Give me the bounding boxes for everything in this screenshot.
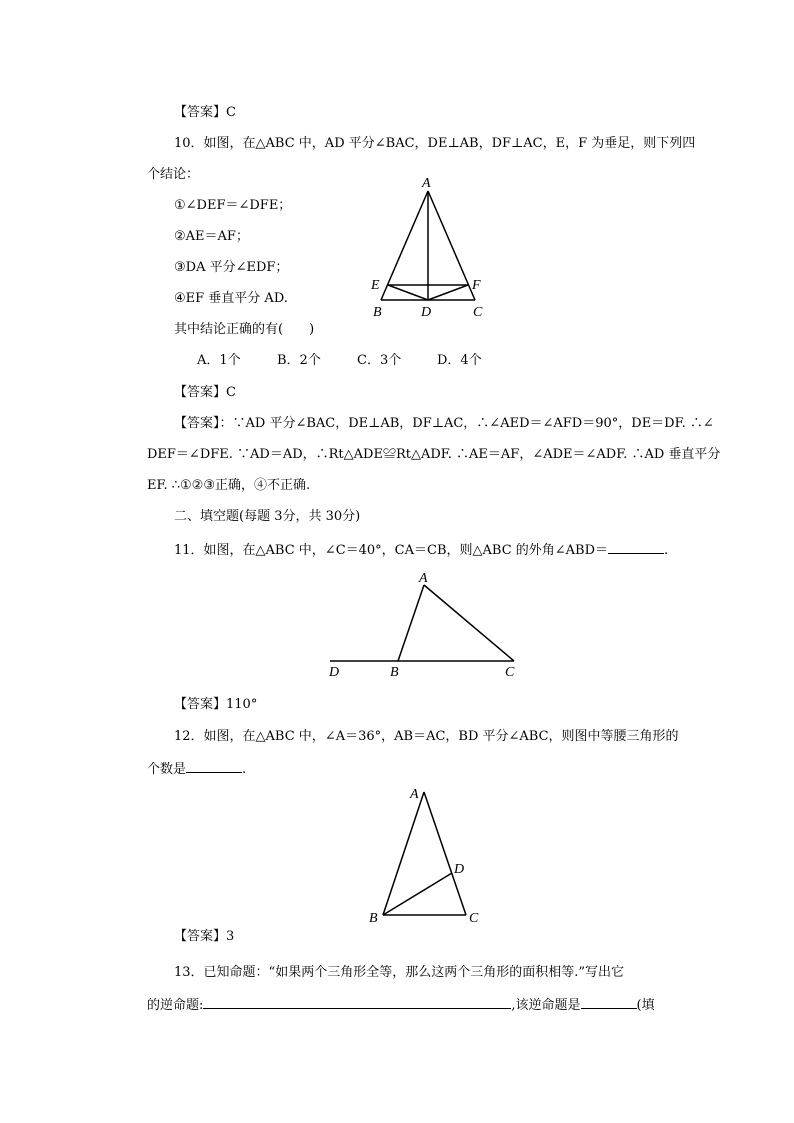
label-a: A [422, 176, 431, 191]
label-d: D [421, 305, 432, 320]
segment-ab [383, 792, 424, 915]
conclusion-2: ②AE＝AF； [174, 229, 249, 244]
question-13-mid: ,该逆命题是 [511, 998, 581, 1013]
explanation-line-3: EF. ∴①②③正确，④不正确. [147, 478, 311, 493]
conclusion-4: ④EF 垂直平分 AD. [174, 291, 288, 306]
explanation-line-1: 【答案】：∵AD 平分∠BAC，DE⊥AB，DF⊥AC，∴∠AED＝∠AFD＝90°，DE＝DF. ∴∠ [174, 416, 714, 431]
label-b: B [369, 911, 378, 926]
segment-ab [398, 585, 424, 661]
answer-12: 【答案】3 [174, 929, 235, 944]
question-13-line-1: 13．已知命题：“如果两个三角形全等，那么这两个三角形的面积相等.”写出它 [174, 965, 624, 980]
label-e: E [371, 278, 380, 293]
segment-df [428, 285, 468, 300]
question-12-end: . [242, 762, 247, 777]
segment-ac [428, 191, 475, 300]
question-11-text: 11．如图，在△ABC 中，∠C＝40°，CA＝CB，则△ABC 的外角∠ABD＝ [174, 543, 609, 558]
section-2-heading: 二、填空题(每题 3分，共 30分) [174, 509, 361, 524]
question-13-line-2 [147, 995, 655, 1015]
label-c: C [505, 665, 515, 680]
question-12-text: 个数是 [147, 762, 187, 777]
question-10-line-1: 10．如图，在△ABC 中，AD 平分∠BAC，DE⊥AB，DF⊥AC，E，F 为垂足，则下列四 [174, 136, 696, 151]
question-13-end: (填 [636, 998, 655, 1013]
figure-q11 [322, 566, 526, 682]
label-a: A [419, 571, 428, 586]
answer-10: 【答案】C [174, 385, 236, 400]
label-d: D [454, 862, 465, 877]
label-f: F [472, 278, 481, 293]
label-d: D [329, 665, 340, 680]
question-12-line-1: 12．如图，在△ABC 中，∠A＝36°，AB＝AC，BD 平分∠ABC，则图中等腰三角形的 [174, 729, 679, 744]
figure-q10 [360, 170, 500, 322]
figure-q12 [365, 780, 490, 928]
option-a: A．1个 [197, 353, 241, 368]
label-b: B [390, 665, 399, 680]
label-b: B [373, 305, 382, 320]
segment-de [388, 285, 428, 300]
conclusion-1: ①∠DEF＝∠DFE； [174, 198, 292, 213]
segment-ac [424, 792, 466, 915]
question-10-prompt: 其中结论正确的有( ) [174, 322, 315, 337]
explanation-line-2: DEF＝∠DFE. ∵AD＝AD，∴Rt△ADE≌Rt△ADF. ∴AE＝AF，∠ADE＝∠ADF. ∴AD 垂直平分 [147, 447, 721, 462]
question-13-text: 的逆命题: [147, 998, 204, 1013]
answer-blank[interactable] [581, 995, 637, 1009]
label-c: C [469, 911, 479, 926]
label-c: C [473, 305, 483, 320]
option-c: C．3个 [357, 353, 402, 368]
segment-ab [381, 191, 428, 300]
answer-11: 【答案】110° [174, 697, 258, 712]
segment-ac [424, 585, 514, 661]
conclusion-3: ③DA 平分∠EDF； [174, 260, 289, 275]
label-a: A [410, 787, 419, 802]
question-11 [174, 540, 668, 560]
question-10-line-2: 个结论： [147, 167, 200, 182]
answer-blank[interactable] [608, 540, 664, 554]
option-d: D．4个 [437, 353, 482, 368]
answer-blank[interactable] [186, 759, 242, 773]
question-11-end: . [664, 543, 669, 558]
question-12-line-2 [147, 759, 246, 779]
option-b: B．2个 [277, 353, 321, 368]
segment-bd [383, 873, 452, 915]
answer-9: 【答案】C [174, 105, 236, 120]
answer-blank[interactable] [203, 995, 511, 1009]
